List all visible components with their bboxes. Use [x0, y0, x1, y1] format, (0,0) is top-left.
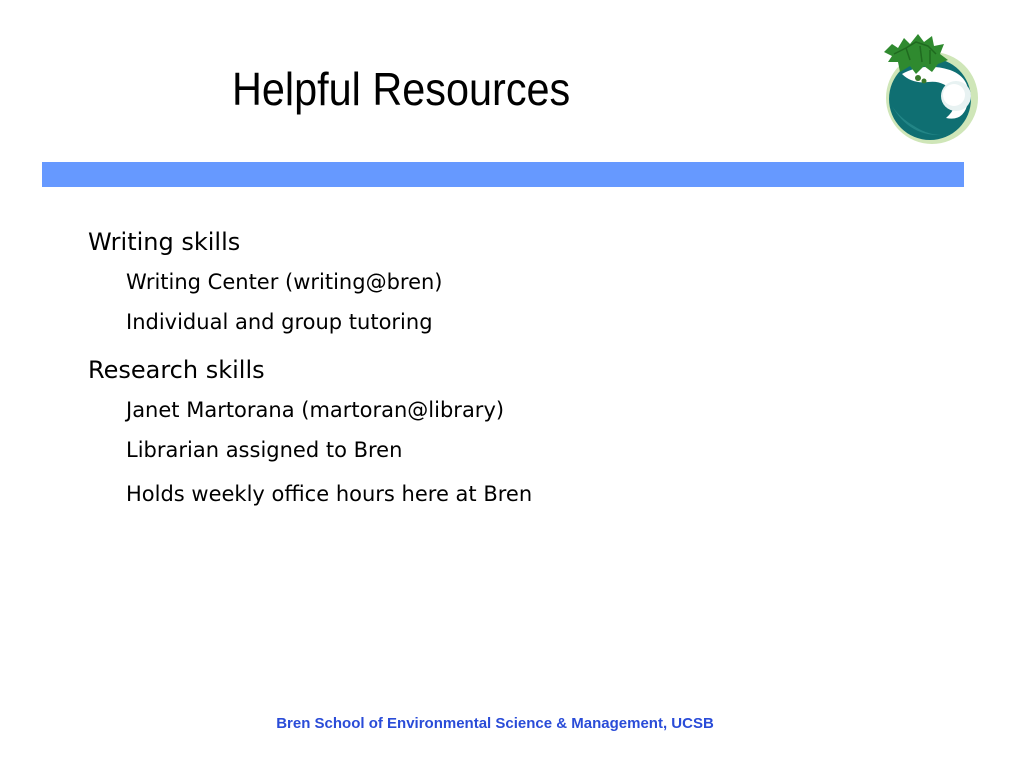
- sub-list: [88, 390, 968, 514]
- list-item: Writing Center (writing@bren): [126, 270, 443, 294]
- slide-title: Helpful Resources: [232, 63, 571, 115]
- bullet-content: [88, 222, 968, 522]
- list-item: Librarian assigned to Bren: [126, 438, 403, 462]
- sub-list: [88, 262, 968, 342]
- topic-research-skills: [88, 350, 968, 514]
- list-item: Holds weekly office hours here at Bren: [126, 482, 533, 506]
- topic-heading: Writing skills: [88, 228, 241, 256]
- bren-school-logo-icon: [872, 26, 990, 146]
- topic-writing-skills: [88, 222, 968, 342]
- list-item: Individual and group tutoring: [126, 310, 433, 334]
- topic-heading: Research skills: [88, 356, 265, 384]
- title-divider-bar: [42, 162, 964, 187]
- list-item: Janet Martorana (martoran@library): [126, 398, 505, 422]
- slide-footer: Bren School of Environmental Science & Management, UCSB: [276, 715, 714, 732]
